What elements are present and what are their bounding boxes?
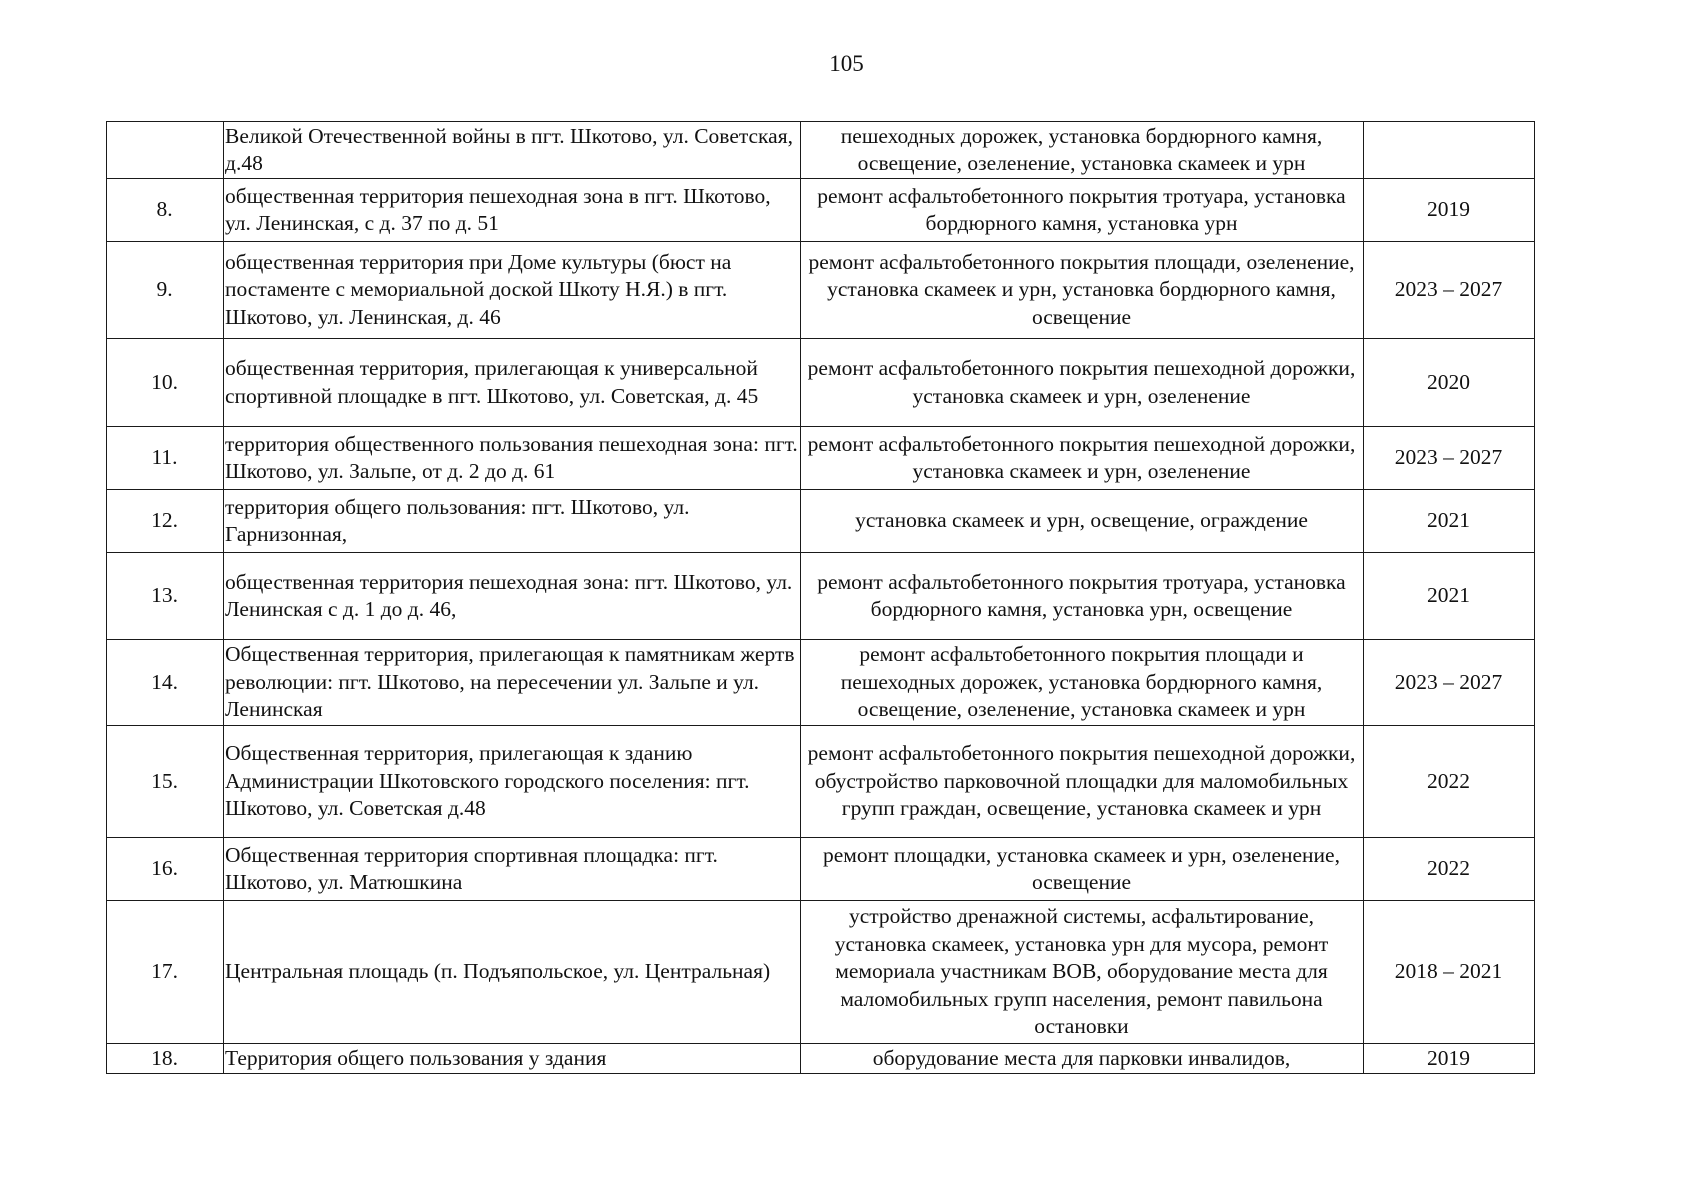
table-row — [107, 640, 1535, 726]
table-row — [107, 242, 1535, 339]
territory-name-cell: общественная территория пешеходная зона в пгт. Шкотово, ул. Ленинская, с д. 37 по д. 51 — [224, 179, 801, 242]
years-cell: 2023 – 2027 — [1364, 427, 1535, 490]
territory-name-cell: общественная территория при Доме культуры (бюст на постаменте с мемориальной доской Шкоту Н.Я.) в пгт. Шкотово, ул. Ленинская, д. 46 — [224, 242, 801, 339]
territory-name-cell: территория общего пользования: пгт. Шкотово, ул. Гарнизонная, — [224, 490, 801, 553]
works-cell: ремонт асфальтобетонного покрытия тротуара, установка бордюрного камня, установка урн, освещение — [801, 553, 1364, 640]
years-cell: 2021 — [1364, 553, 1535, 640]
years-cell: 2021 — [1364, 490, 1535, 553]
page-number: 105 — [829, 51, 864, 76]
years-cell: 2019 — [1364, 179, 1535, 242]
works-cell: ремонт асфальтобетонного покрытия пешеходной дорожки, обустройство парковочной площадки для маломобильных групп граждан, освещение, установка скамеек и урн — [801, 726, 1364, 838]
table-row — [107, 122, 1535, 179]
territory-name-cell: территория общественного пользования пешеходная зона: пгт. Шкотово, ул. Зальпе, от д. 2 до д. 61 — [224, 427, 801, 490]
years-cell: 2022 — [1364, 838, 1535, 901]
years-cell: 2023 – 2027 — [1364, 640, 1535, 726]
row-number-cell — [107, 122, 224, 179]
works-cell: ремонт асфальтобетонного покрытия пешеходной дорожки, установка скамеек и урн, озеленение — [801, 339, 1364, 427]
works-cell: пешеходных дорожек, установка бордюрного камня, освещение, озеленение, установка скамеек и урн — [801, 122, 1364, 179]
row-number-cell: 12. — [107, 490, 224, 553]
works-cell: ремонт асфальтобетонного покрытия тротуара, установка бордюрного камня, установка урн — [801, 179, 1364, 242]
territory-name-cell: Общественная территория, прилегающая к памятникам жертв революции: пгт. Шкотово, на пересечении ул. Зальпе и ул. Ленинская — [224, 640, 801, 726]
years-cell: 2022 — [1364, 726, 1535, 838]
works-cell: ремонт асфальтобетонного покрытия пешеходной дорожки, установка скамеек и урн, озеленение — [801, 427, 1364, 490]
territory-name-cell: Центральная площадь (п. Подъяпольское, ул. Центральная) — [224, 901, 801, 1044]
works-cell: оборудование места для парковки инвалидов, — [801, 1044, 1364, 1074]
table-row — [107, 490, 1535, 553]
table-row — [107, 838, 1535, 901]
improvement-territories-table — [106, 121, 1535, 1074]
table-row — [107, 427, 1535, 490]
row-number-cell: 18. — [107, 1044, 224, 1074]
works-cell: ремонт асфальтобетонного покрытия площади и пешеходных дорожек, установка бордюрного камня, освещение, озеленение, установка скамеек и урн — [801, 640, 1364, 726]
row-number-cell: 10. — [107, 339, 224, 427]
years-cell: 2019 — [1364, 1044, 1535, 1074]
works-cell: установка скамеек и урн, освещение, ограждение — [801, 490, 1364, 553]
row-number-cell: 13. — [107, 553, 224, 640]
row-number-cell: 11. — [107, 427, 224, 490]
row-number-cell: 14. — [107, 640, 224, 726]
table-row — [107, 901, 1535, 1044]
works-cell: ремонт площадки, установка скамеек и урн, озеленение, освещение — [801, 838, 1364, 901]
table-row — [107, 339, 1535, 427]
years-cell: 2018 – 2021 — [1364, 901, 1535, 1044]
table-row — [107, 553, 1535, 640]
row-number-cell: 16. — [107, 838, 224, 901]
territory-name-cell: Территория общего пользования у здания — [224, 1044, 801, 1074]
years-cell: 2020 — [1364, 339, 1535, 427]
works-cell: ремонт асфальтобетонного покрытия площади, озеленение, установка скамеек и урн, установка бордюрного камня, освещение — [801, 242, 1364, 339]
territory-name-cell: Великой Отечественной войны в пгт. Шкотово, ул. Советская, д.48 — [224, 122, 801, 179]
territory-name-cell: Общественная территория, прилегающая к зданию Администрации Шкотовского городского поселения: пгт. Шкотово, ул. Советская д.48 — [224, 726, 801, 838]
territory-name-cell: Общественная территория спортивная площадка: пгт. Шкотово, ул. Матюшкина — [224, 838, 801, 901]
territory-name-cell: общественная территория пешеходная зона: пгт. Шкотово, ул. Ленинская с д. 1 до д. 46, — [224, 553, 801, 640]
row-number-cell: 17. — [107, 901, 224, 1044]
table-row — [107, 1044, 1535, 1074]
years-cell — [1364, 122, 1535, 179]
territory-name-cell: общественная территория, прилегающая к универсальной спортивной площадке в пгт. Шкотово, ул. Советская, д. 45 — [224, 339, 801, 427]
years-cell: 2023 – 2027 — [1364, 242, 1535, 339]
row-number-cell: 15. — [107, 726, 224, 838]
row-number-cell: 8. — [107, 179, 224, 242]
row-number-cell: 9. — [107, 242, 224, 339]
works-cell: устройство дренажной системы, асфальтирование, установка скамеек, установка урн для мусора, ремонт мемориала участникам ВОВ, оборудование места для маломобильных групп населения, ремонт павильона остановки — [801, 901, 1364, 1044]
table-row — [107, 179, 1535, 242]
table-row — [107, 726, 1535, 838]
